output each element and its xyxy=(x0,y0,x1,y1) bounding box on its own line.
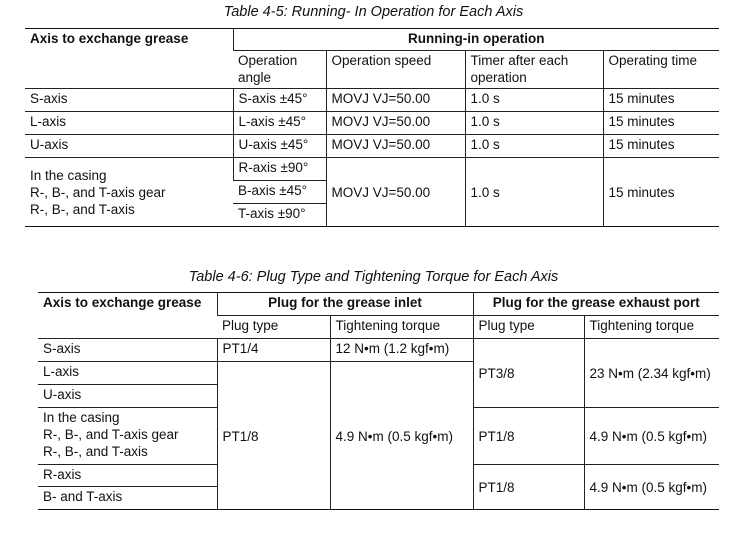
subcol-exhaust-torque: Tightening torque xyxy=(584,316,719,339)
axis-cell: L-axis xyxy=(38,362,217,385)
speed-cell: MOVJ VJ=50.00 xyxy=(326,158,465,227)
col-axis-header: Axis to exchange grease xyxy=(25,29,233,89)
axis-cell: U-axis xyxy=(25,135,233,158)
table-row xyxy=(38,339,719,362)
timer-cell: 1.0 s xyxy=(465,89,603,112)
exhaust-torque-cell: 23 N•m (2.34 kgf•m) xyxy=(584,339,719,408)
subcol-timer: Timer after each operation xyxy=(465,51,603,89)
angle-cell: R-axis ±90° xyxy=(233,158,326,181)
running-in-table xyxy=(25,28,719,227)
table-row xyxy=(25,158,719,181)
axis-cell: S-axis xyxy=(38,339,217,362)
timer-cell: 1.0 s xyxy=(465,158,603,227)
speed-cell: MOVJ VJ=50.00 xyxy=(326,89,465,112)
table1-caption: Table 4-5: Running- In Operation for Each Axis xyxy=(223,4,524,20)
exhaust-plug-cell: PT3/8 xyxy=(473,339,584,408)
inlet-torque-cell: 4.9 N•m (0.5 kgf•m) xyxy=(330,362,473,510)
subcol-operation-speed: Operation speed xyxy=(326,51,465,89)
col-exhaust-header: Plug for the grease exhaust port xyxy=(473,293,719,316)
casing-axis-cell xyxy=(25,158,233,227)
subcol-operating-time: Operating time xyxy=(603,51,719,89)
axis-cell: B- and T-axis xyxy=(38,487,217,510)
axis-cell: R-axis xyxy=(38,465,217,487)
subcol-operation-angle: Operation angle xyxy=(233,51,326,89)
angle-cell: T-axis ±90° xyxy=(233,204,326,227)
subcol-exhaust-plug-type: Plug type xyxy=(473,316,584,339)
speed-cell: MOVJ VJ=50.00 xyxy=(326,112,465,135)
inlet-torque-cell: 12 N•m (1.2 kgf•m) xyxy=(330,339,473,362)
exhaust-plug-cell: PT1/8 xyxy=(473,465,584,510)
angle-cell: L-axis ±45° xyxy=(233,112,326,135)
speed-cell: MOVJ VJ=50.00 xyxy=(326,135,465,158)
col-inlet-header: Plug for the grease inlet xyxy=(217,293,473,316)
col-running-in-header: Running-in operation xyxy=(233,29,719,51)
angle-cell: B-axis ±45° xyxy=(233,181,326,204)
timer-cell: 1.0 s xyxy=(465,112,603,135)
subcol-inlet-torque: Tightening torque xyxy=(330,316,473,339)
axis-cell: L-axis xyxy=(25,112,233,135)
timer-cell: 1.0 s xyxy=(465,135,603,158)
casing-line: In the casing xyxy=(43,410,120,425)
casing-line: R-, B-, and T-axis gear xyxy=(30,185,166,200)
table-row xyxy=(25,112,719,135)
casing-axis-cell xyxy=(38,408,217,465)
table2-caption: Table 4-6: Plug Type and Tightening Torque for Each Axis xyxy=(188,269,559,285)
casing-line: R-, B-, and T-axis gear xyxy=(43,427,179,442)
casing-line: R-, B-, and T-axis xyxy=(43,444,148,459)
subcol-inlet-plug-type: Plug type xyxy=(217,316,330,339)
time-cell: 15 minutes xyxy=(603,135,719,158)
inlet-plug-cell: PT1/4 xyxy=(217,339,330,362)
plug-torque-table xyxy=(38,292,719,510)
casing-line: R-, B-, and T-axis xyxy=(30,202,135,217)
axis-cell: U-axis xyxy=(38,385,217,408)
table-row xyxy=(25,135,719,158)
axis-cell: S-axis xyxy=(25,89,233,112)
col-axis-header: Axis to exchange grease xyxy=(38,293,217,339)
casing-line: In the casing xyxy=(30,168,107,183)
table-row xyxy=(25,89,719,112)
exhaust-plug-cell: PT1/8 xyxy=(473,408,584,465)
angle-cell: S-axis ±45° xyxy=(233,89,326,112)
time-cell: 15 minutes xyxy=(603,112,719,135)
time-cell: 15 minutes xyxy=(603,89,719,112)
inlet-plug-cell: PT1/8 xyxy=(217,362,330,510)
exhaust-torque-cell: 4.9 N•m (0.5 kgf•m) xyxy=(584,465,719,510)
angle-cell: U-axis ±45° xyxy=(233,135,326,158)
time-cell: 15 minutes xyxy=(603,158,719,227)
exhaust-torque-cell: 4.9 N•m (0.5 kgf•m) xyxy=(584,408,719,465)
